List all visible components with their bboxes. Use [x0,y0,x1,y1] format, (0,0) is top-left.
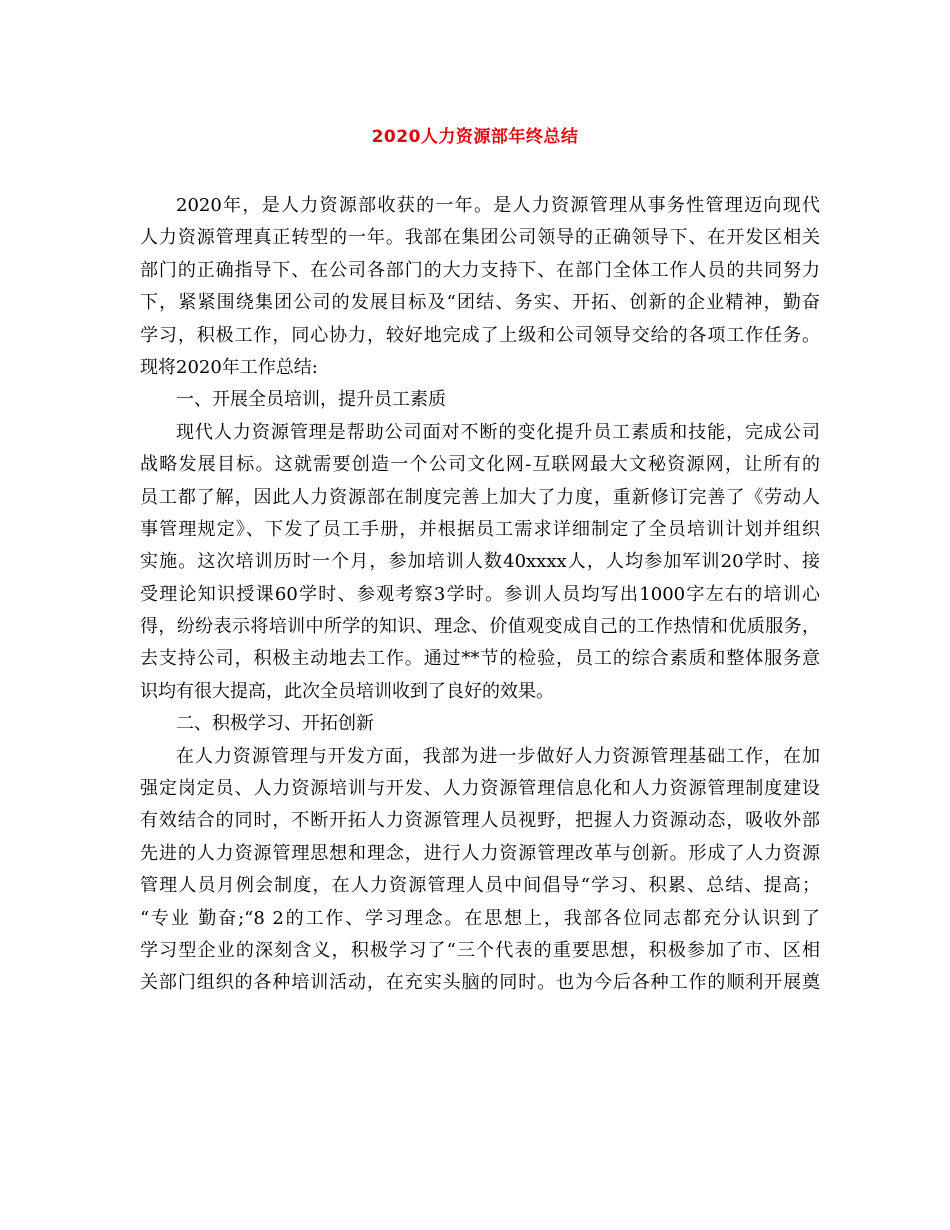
text-line: 员工都了解，因此人力资源部在制度完善上加大了力度，重新修订完善了《劳动人 [140,486,820,508]
text-line: 强定岗定员、人力资源培训与开发、人力资源管理信息化和人力资源管理制度建设 [140,778,820,800]
text-line: 下，紧紧围绕集团公司的发展目标及“团结、务实、开拓、创新的企业精神，勤奋 [140,292,820,314]
text-line: 先进的人力资源管理思想和理念，进行人力资源管理改革与创新。形成了人力资源 [140,842,820,864]
text-line: 二、积极学习、开拓创新 [176,713,374,735]
text-line: 现代人力资源管理是帮助公司面对不断的变化提升员工素质和技能，完成公司 [176,421,820,443]
text-line: 战略发展目标。这就需要创造一个公司文化网-互联网最大文秘资源网，让所有的 [140,454,820,476]
text-line: 人力资源管理真正转型的一年。我部在集团公司领导的正确领导下、在开发区相关 [140,227,820,249]
text-line: “专业 勤奋;“8 2的工作、学习理念。在思想上，我部各位同志都充分认识到了 [140,907,820,929]
text-line: 部门的正确指导下、在公司各部门的大力支持下、在部门全体工作人员的共同努力 [140,259,820,281]
text-line: 2020年，是人力资源部收获的一年。是人力资源管理从事务性管理迈向现代 [176,195,820,216]
document-title: 2020人力资源部年终总结 [371,127,579,147]
text-line: 学习型企业的深刻含义，积极学习了“三个代表的重要思想，积极参加了市、区相 [140,939,820,961]
text-line: 管理人员月例会制度，在人力资源管理人员中间倡导“学习、积累、总结、提高； [140,875,820,897]
text-line: 有效结合的同时，不断开拓人力资源管理人员视野，把握人力资源动态，吸收外部 [140,810,820,832]
text-line: 关部门组织的各种培训活动，在充实头脑的同时。也为今后各种工作的顺利开展奠 [140,972,820,994]
text-line: 一、开展全员培训，提升员工素质 [176,389,446,411]
text-line: 在人力资源管理与开发方面，我部为进一步做好人力资源管理基础工作，在加 [176,745,820,767]
text-line: 实施。这次培训历时一个月，参加培训人数40xxxx人，人均参加军训20学时、接 [140,551,820,573]
text-line: 事管理规定》、下发了员工手册，并根据员工需求详细制定了全员培训计划并组织 [140,518,820,540]
document-body [140,190,820,1000]
text-line: 去支持公司，积极主动地去工作。通过**节的检验，员工的综合素质和整体服务意 [140,648,820,670]
text-line: 学习，积极工作，同心协力，较好地完成了上级和公司领导交给的各项工作任务。 [140,324,820,346]
text-line: 识均有很大提高，此次全员培训收到了良好的效果。 [140,680,554,702]
text-line: 得，纷纷表示将培训中所学的知识、理念、价值观变成自己的工作热情和优质服务， [140,616,820,638]
text-line: 现将2020年工作总结: [140,356,318,378]
text-line: 受理论知识授课60学时、参观考察3学时。参训人员均写出1000字左右的培训心 [140,583,820,605]
